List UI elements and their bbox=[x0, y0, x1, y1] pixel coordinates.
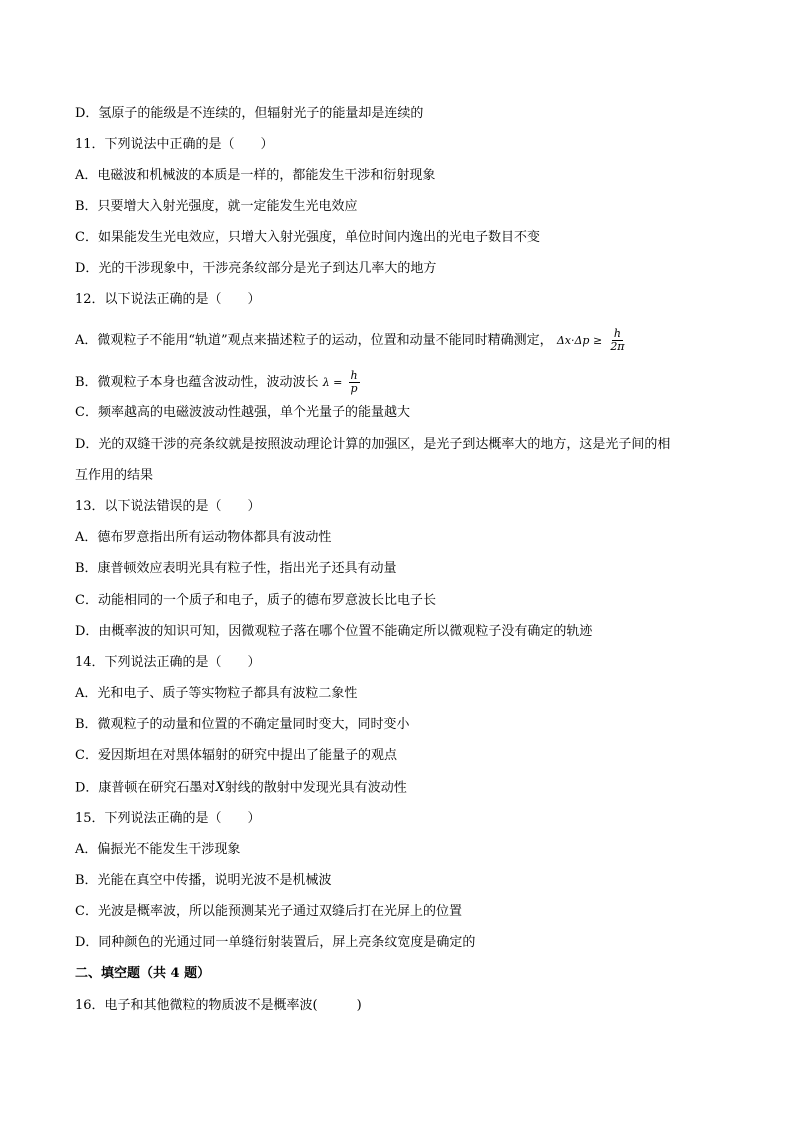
q13-option-d: D．由概率波的知识可知，因微观粒子落在哪个位置不能确定所以微观粒子没有确定的轨迹 bbox=[75, 624, 593, 639]
uncertainty-formula: Δx·Δp ≥ bbox=[556, 333, 603, 347]
q11-option-b: B．只要增大入射光强度，就一定能发生光电效应 bbox=[75, 199, 358, 214]
q12-stem: 12．以下说法正确的是（ ） bbox=[75, 292, 261, 307]
h-over-2pi-fraction bbox=[608, 328, 626, 353]
q13-option-a: A．德布罗意指出所有运动物体都具有波动性 bbox=[75, 530, 332, 545]
fraction-numerator: h bbox=[613, 327, 621, 340]
q14-option-d-text-end: 射线的散射中发现光具有波动性 bbox=[224, 780, 407, 796]
fraction-numerator: h bbox=[350, 369, 358, 382]
q15-option-c: C．光波是概率波，所以能预测某光子通过双缝后打在光屏上的位置 bbox=[75, 904, 462, 919]
h-over-p-fraction bbox=[349, 370, 360, 395]
wavelength-formula: λ = bbox=[322, 375, 343, 389]
q16-stem: 16．电子和其他微粒的物质波不是概率波( ) bbox=[75, 998, 362, 1013]
q11-option-d: D．光的干涉现象中，干涉亮条纹部分是光子到达几率大的地方 bbox=[75, 261, 437, 276]
q14-option-a: A．光和电子、质子等实物粒子都具有波粒二象性 bbox=[75, 686, 358, 701]
q10-option-d: D．氢原子的能级是不连续的，但辐射光子的能量却是连续的 bbox=[75, 106, 424, 121]
q14-stem: 14．下列说法正确的是（ ） bbox=[75, 655, 261, 670]
q15-option-b: B．光能在真空中传播，说明光波不是机械波 bbox=[75, 873, 332, 888]
q14-option-b: B．微观粒子的动量和位置的不确定量同时变大，同时变小 bbox=[75, 717, 410, 732]
q11-stem: 11．下列说法中正确的是（ ） bbox=[75, 137, 274, 152]
q15-stem: 15．下列说法正确的是（ ） bbox=[75, 811, 261, 826]
q11-option-a: A．电磁波和机械波的本质是一样的，都能发生干涉和衍射现象 bbox=[75, 168, 436, 183]
fraction-denominator: p bbox=[350, 382, 358, 395]
q14-option-c: C．爱因斯坦在对黑体辐射的研究中提出了能量子的观点 bbox=[75, 748, 397, 763]
q15-option-d: D．同种颜色的光通过同一单缝衍射装置后，屏上亮条纹宽度是确定的 bbox=[75, 935, 476, 950]
q12-option-d-line2: 互作用的结果 bbox=[75, 468, 154, 483]
q12-option-d-line1: D．光的双缝干涉的亮条纹就是按照波动理论计算的加强区，是光子到达概率大的地方，这是光子间的相 bbox=[75, 437, 671, 452]
q12-option-a bbox=[75, 328, 627, 353]
x-symbol: X bbox=[215, 780, 225, 795]
q12-option-b bbox=[75, 370, 360, 395]
q13-stem: 13．以下说法错误的是（ ） bbox=[75, 499, 261, 514]
q12-option-b-text: B．微观粒子本身也蕴含波动性，波动波长 bbox=[75, 375, 319, 390]
q12-option-c: C．频率越高的电磁波波动性越强，单个光量子的能量越大 bbox=[75, 405, 410, 420]
fraction-denominator: 2π bbox=[610, 340, 625, 353]
q14-option-d-text-start: D．康普顿在研究石墨对 bbox=[75, 780, 216, 796]
q14-option-d bbox=[75, 780, 407, 797]
q13-option-b: B．康普顿效应表明光具有粒子性，指出光子还具有动量 bbox=[75, 561, 397, 576]
q15-option-a: A．偏振光不能发生干涉现象 bbox=[75, 842, 241, 857]
q13-option-c: C．动能相同的一个质子和电子，质子的德布罗意波长比电子长 bbox=[75, 593, 436, 608]
q12-option-a-text: A．微观粒子不能用“轨道”观点来描述粒子的运动，位置和动量不能同时精确测定， bbox=[75, 333, 553, 348]
section-heading-fill-in: 二、填空题（共 4 题） bbox=[75, 966, 211, 981]
q11-option-c: C．如果能发生光电效应，只增大入射光强度，单位时间内逸出的光电子数目不变 bbox=[75, 230, 540, 245]
